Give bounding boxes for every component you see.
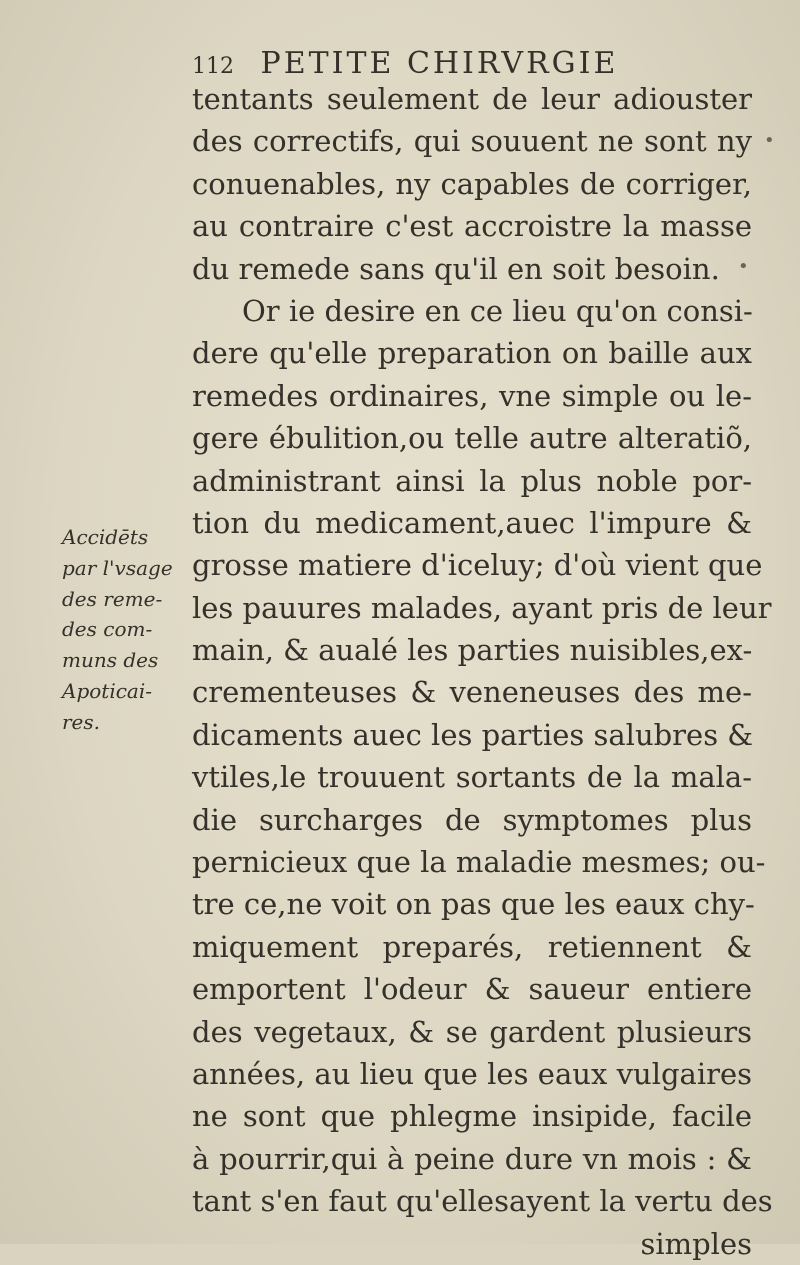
text-line: tentants seulement de leur adiouster [192,82,752,116]
text-line: tion du medicament,auec l'impure & [192,505,752,540]
catchword: simples [640,1226,752,1261]
marginal-note-line: Accidēts [62,525,149,549]
text-line: main, & aualé les parties nuisibles,ex- [192,633,753,668]
text-line: remedes ordinaires, vne simple ou le- [192,378,752,413]
text-line: emportent l'odeur & saueur entiere [192,972,752,1007]
text-line: années, au lieu que les eaux vulgaires [192,1056,752,1091]
ink-speck: • [764,130,775,151]
marginal-note-line: Apoticai- [62,678,152,703]
marginal-note-line: par l'vsage [62,555,173,580]
text-line: des vegetaux, & se gardent plusieurs [192,1014,752,1049]
marginal-note-line: des reme- [62,586,163,611]
text-line: gere ébulition,ou telle autre alteratiõ, [192,421,752,456]
text-line: crementeuses & veneneuses des me- [192,675,752,710]
running-title: PETITE CHIRVRGIE [260,46,619,81]
page-number: 112 [192,54,234,79]
text-line: Or ie desire en ce lieu qu'on consi- [242,293,753,328]
text-line: dere qu'elle preparation on baille aux [192,336,752,371]
text-line: dicaments auec les parties salubres & [192,717,754,752]
text-line: tre ce,ne voit on pas que les eaux chy- [192,887,755,922]
text-line: miquement preparés, retiennent & [192,929,752,964]
text-line: à pourrir,qui à peine dure vn mois : & [192,1141,752,1176]
text-line: pernicieux que la maladie mesmes; ou- [192,845,766,880]
text-line: die surcharges de symptomes plus [192,802,752,837]
text-line: au contraire c'est accroistre la masse [192,209,752,244]
text-line: vtiles,le trouuent sortants de la mala- [192,760,752,795]
text-line: les pauures malades, ayant pris de leur [192,590,772,625]
text-line: du remede sans qu'il en soit besoin. [192,251,720,286]
marginal-note-line: res. [62,709,101,734]
text-line: grosse matiere d'iceluy; d'où vient que [192,548,763,583]
text-line: ne sont que phlegme insipide, facile [192,1099,752,1134]
text-line: des correctifs, qui souuent ne sont ny [192,124,752,159]
text-line: conuenables, ny capables de corriger, [192,166,752,201]
marginal-note [62,522,187,738]
body-text [192,78,773,1265]
text-line: administrant ainsi la plus noble por- [192,463,752,498]
ink-speck: • [738,256,749,277]
marginal-note-line: des com- [62,617,153,642]
text-line: tant s'en faut qu'ellesayent la vertu des [192,1184,773,1219]
marginal-note-line: muns des [62,648,159,673]
